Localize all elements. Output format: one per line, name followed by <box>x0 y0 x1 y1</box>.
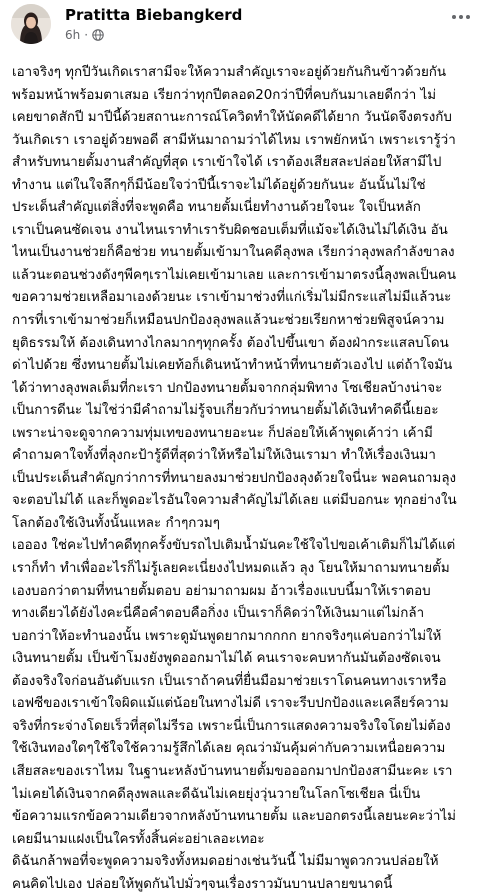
post-text-line: ด่าไปด้วย ซึ่งทนายตั้มไม่เคยท้อก็เดินหน้าทำหน้าที่ทนายตัวเองไป แต่ถ้าใจมัน <box>12 358 453 374</box>
post-text-line: เป็นประเด็นสำคัญกว่าการที่ทนายลงมาช่วยปกป้องลุงด้วยใจนี่นะ พอคนถามลุง <box>12 470 457 486</box>
post-text-line: เราก็ทำ ทำเพื่ออะไรก็ไม่รู้เลยคะเนี่ยงงไปหมดแล้ว ลุง โยนให้มาถามทนายตั้ม <box>12 561 450 577</box>
post-text-line: เอออง ใช่คะไปทำคดีทุกครั้งขับรถไปเติมน้ำมันคะใช้ใจไปขอเค้าเติมก็ไม่ได้แต่ <box>12 538 456 554</box>
more-options-icon[interactable] <box>449 10 473 24</box>
post-paragraph-3 <box>12 851 474 896</box>
post-text-line: คนคิดไปเอง ปล่อยให้พูดกันไปมั่วๆจนเรื่องราวมันบานปลายขนาดนี้ <box>12 876 393 892</box>
post-text-line: เพราะน่าจะดูจากความทุ่มเทของทนายอะนะ ก็ปล่อยให้เค้าพูดเค้าว่า เค้ามี <box>12 425 433 441</box>
post-text-line: ทำงาน แต่ในใจลึกๆก็มีน้อยใจว่าปีนี้เราจะไม่ได้อยู่ด้วยกันนะ อันนั้นไม่ใช่ <box>12 177 426 193</box>
post-text-line: เป็นการดีนะ ไม่ใช่ว่ามีคำถามไม่รู้จบเกี่ยวกับว่าทนายตั้มได้เงินทำคดีนี้เยอะ <box>12 403 439 419</box>
avatar[interactable] <box>11 4 51 44</box>
post-text-line: ใช้เงินทองใดๆใช้ใจใช้ความรู้สึกได้เลย คุณว่ามันคุ้มค่ากับความเหนื่อยความ <box>12 741 446 757</box>
post-text-line: เองบอกว่าตามที่ทนายตั้มตอบ อย่ามาถามผม อ้าวเรื่องแบบนี้มาให้เราตอบ <box>12 583 431 599</box>
globe-icon <box>92 29 104 41</box>
post-text-line: เสียสละของเราไหม ในฐานะหลังบ้านทนายตั้มขอออกมาปกป้องสามีนะคะ เรา <box>12 763 453 779</box>
post-text-line: คำถามคาใจทั้งที่ลุงกะป้ารู้ดีที่สุดว่าให้หรือไม่ให้เงินเรามา ทำให้เรื่องเงินมา <box>12 448 436 464</box>
post-text-line: ทางเดียวได้ยังไงคะนี่คือคำตอบคือกิ่งง เป็นเราก็คิดว่าให้เงินมาแต่ไม่กล้า <box>12 606 425 622</box>
post-text-line: เอาจริงๆ ทุกปีวันเกิดเราสามีจะให้ความสำคัญเราจะอยู่ด้วยกันกินข้าวด้วยกัน <box>12 65 447 80</box>
post-meta <box>65 28 104 42</box>
author-name[interactable]: Pratitta Biebangkerd <box>65 6 243 24</box>
post-text-line: วันเกิดเรา เราอยู่ด้วยพอดี สามีหันมาถามว่าได้ไหม เราพยักหน้า เพราะเรารู้ว่า <box>12 132 456 148</box>
post-text-line: ขอความช่วยเหลือมาเองด้วยนะ เราเข้ามาช่วงที่แก่เริ่มไม่มีกระแสไม่มีแล้วนะ <box>12 290 452 306</box>
post-paragraph-2 <box>12 535 474 851</box>
meta-separator: · <box>84 28 89 42</box>
post-text-line: เงินทนายตั้ม เป็นข้าโมงยังพูดออกมาไม่ได้ คนเราจะคบหากันมันต้องซัดเจน <box>12 651 441 667</box>
post-text-line: แล้วนะตอนช่วงดังๆพีคๆเราไม่เคยเข้ามาเลย และการเข้ามาตรงนี้ลุงพลเป็นคน <box>12 267 456 283</box>
post-text-line: การที่เราเข้ามาช่วยก็เหมือนปกป้องลุงพลแล้วนะช่วยเรียกหาช่วยพิสูจน์ความ <box>12 313 445 329</box>
post-body <box>12 62 474 896</box>
post-header <box>8 0 477 48</box>
post-text-line: ต้องจริงใจก่อนอันดับแรก เป็นเราถ้าคนที่ยื่นมือมาช่วยเราโดนคนทางเราหรือ <box>12 673 447 689</box>
post-time[interactable]: 6h <box>65 28 81 42</box>
post-text-line: บอกว่าให้อะทำนองนั้น เพราะดูมันพูดยากมากกกก ยากจริงๆแค่บอกว่าไม่ให้ <box>12 628 442 644</box>
post-text-line: ไม่เคยได้เงินจากคดีลุงพลและดีฉันไม่เคยยุ่งวุ่นวายในโลกโซเชียล นี่เป็น <box>12 786 421 802</box>
post-text-line: สำหรับทนายตั้มงานสำคัญที่สุด เราเข้าใจได้ เราต้องเสียสละปล่อยให้สามีไป <box>12 155 442 171</box>
avatar-image <box>11 4 51 44</box>
post-text-line: เคยขาดสักปี มาปีนี้ด้วยสถานะการณ์โควิดทำให้นัดคดีได้ยาก วันนัดจึงตรงกับ <box>12 110 452 126</box>
post-text-line: ข้อความแรกข้อความเดียวจากหลังบ้านทนายตั้ม และบอกตรงนี้เลยนะคะว่าไม่ <box>12 809 456 825</box>
post-paragraph-1 <box>12 62 474 535</box>
post-text-line: พร้อมหน้าพร้อมตาเสมอ เรียกว่าทุกปีตลอด20กว่าปีที่คบกันมาเลยดีกว่า ไม่ <box>12 87 437 103</box>
post-text-line: เอฟซีของเราเข้าใจผิดแม้แต่น้อยในทางไม่ดี เราจะรีบปกป้องและเคลียร์ความ <box>12 696 449 712</box>
post-text-line: ไหนเป็นงานช่วยก็คือช่วย ทนายตั้มเข้ามาในคดีลุงพล เรียกว่าลุงพลกำลังขาลง <box>12 245 455 261</box>
post-text-line: เคยมีนามแฝงเป็นใครทั้งสิ้นค่ะอย่าเลอะเทอะ <box>12 831 265 847</box>
post-text-line: เราเป็นคนซัดเจน งานไหนเราทำเรารับผิดชอบเต็มที่แม้จะได้เงินไม่ได้เงิน อัน <box>12 222 448 238</box>
post-text-line: ประเด็นสำคัญแต่สิ่งที่จะพูดคือ ทนายตั้มเนี่ยทำงานด้วยใจนะ ใจเป็นหลัก <box>12 200 421 216</box>
post-text-line: ยุติธรรมให้ ต้องเดินทางไกลมากๆทุกครั้ง ต้องไปขึ้นเขา ต้องฝ่ากระแสลบโดน <box>12 335 449 351</box>
post-text-line: จริงที่กระจ่างโดยเร็วที่สุดไม่รีรอ เพราะนี่เป็นการแสดงความจริงใจโดยไม่ต้อง <box>12 718 451 734</box>
post-text-line: ได้ว่าทางลุงพลเต็มที่กะเรา ปกป้องทนายตั้มจากกลุ่มพิทาง โซเชียลบ้างน่าจะ <box>12 380 443 396</box>
post-text-line: โลกต้องใช้เงินทั้งนั้นแหละ กำๆกวมๆ <box>12 515 220 531</box>
post-text-line: จะตอบไม่ได้ และก็พูดอะไรอันใจความสำคัญไม่ได้เลย แต่มีบอกนะ ทุกอย่างใน <box>12 493 457 509</box>
post-text-line: ดิฉันกล้าพอที่จะพูดความจริงทั้งหมดอย่างเช่นวันนี้ ไม่มีมาพูดวกวนปล่อยให้ <box>12 854 439 870</box>
